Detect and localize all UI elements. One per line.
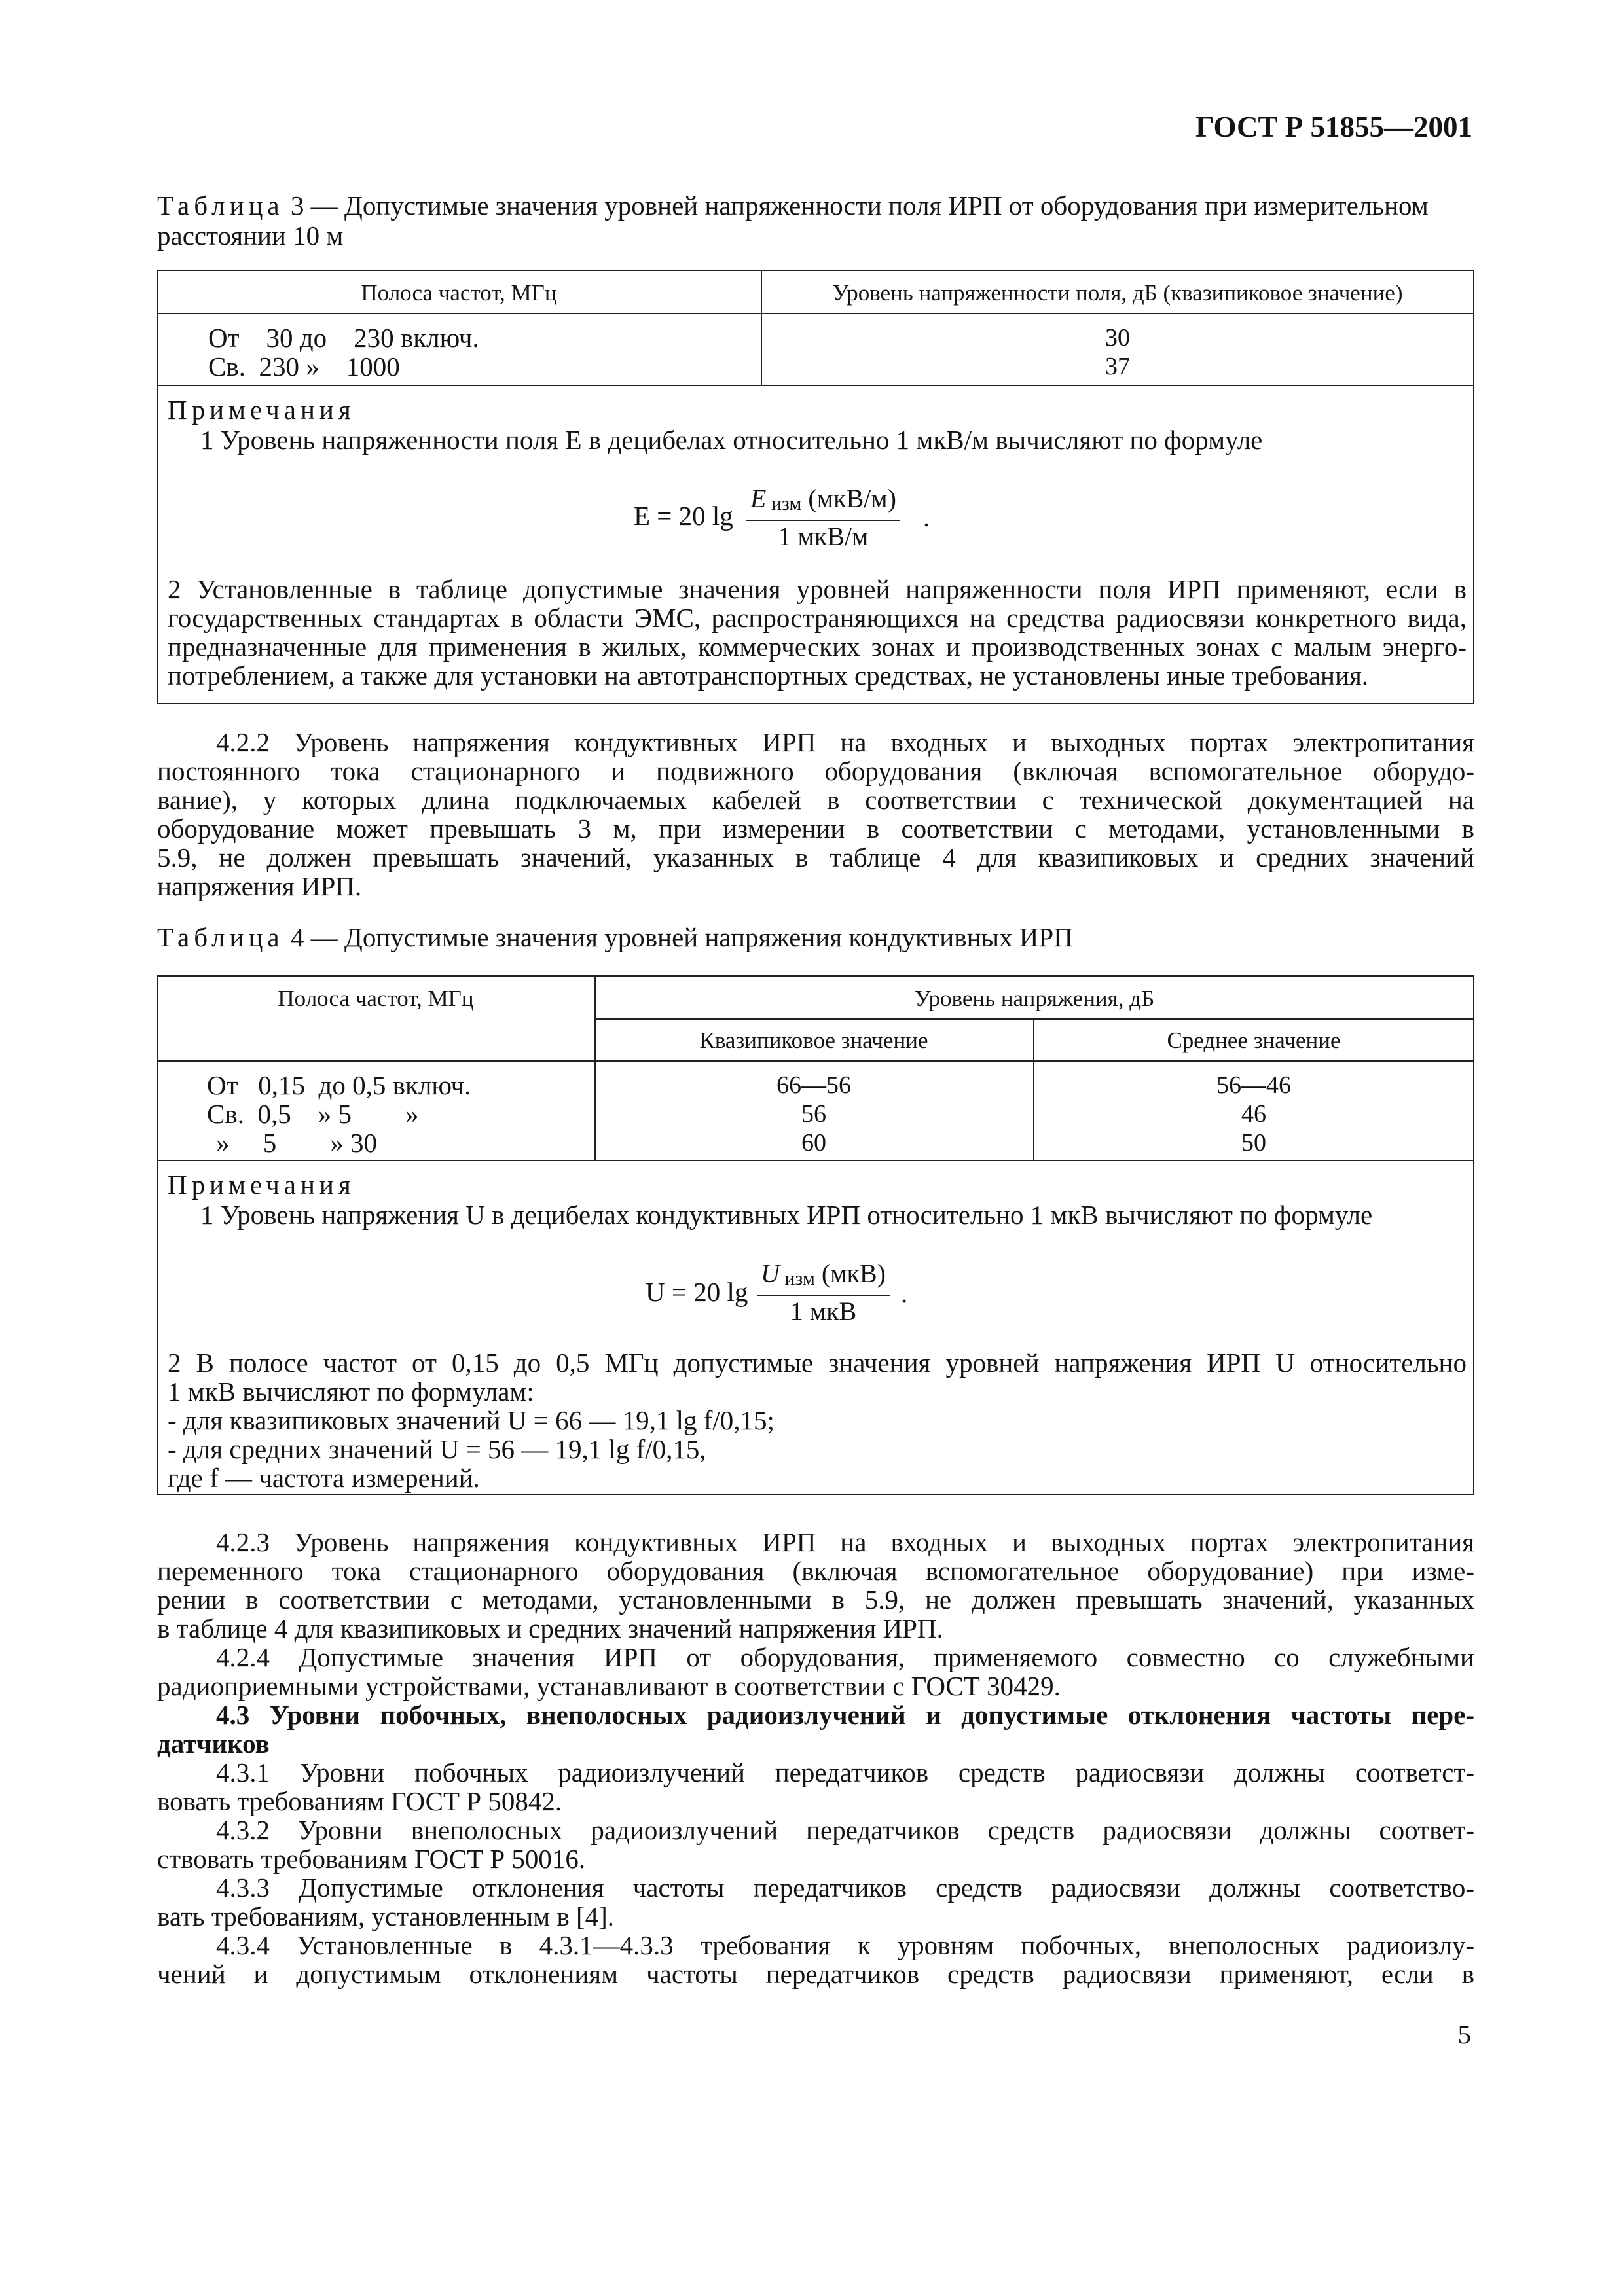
table4-note2-line4: - для средних значений U = 56 — 19,1 lg f/0,15, (168, 1434, 706, 1464)
table4-note2-line2: 1 мкВ вычисляют по формулам: (168, 1376, 534, 1407)
table3-body-divider (157, 385, 1474, 386)
table4-col1-header: Полоса частот, МГц (278, 986, 474, 1011)
para-4-3-4-line2: чений и допустимым отклонениям частоты передатчиков средств радиосвязи применяют, если в (157, 1959, 1474, 1989)
para-4-3-3-line1: 4.3.3 Допустимые отклонения частоты передатчиков средств радиосвязи должны соответство- (216, 1873, 1474, 1903)
para-4-2-2-line4: оборудование может превышать 3 м, при измерении в соответствии с методами, установленными в (157, 814, 1474, 844)
para-4-3-3-line2: вать требованиям, установленным в [4]. (157, 1901, 615, 1931)
table4-row3-band: » 5 » 30 (216, 1128, 377, 1158)
para-4-3-2-line1: 4.3.2 Уровни внеполосных радиоизлучений передатчиков средств радиосвязи должны соответ- (216, 1815, 1474, 1845)
table4-notes-title: Примечания (168, 1170, 356, 1200)
table4-note1: 1 Уровень напряжения U в децибелах кондуктивных ИРП относительно 1 мкВ вычисляют по формуле (200, 1200, 1373, 1230)
table4-row3-quasipeak: 60 (801, 1129, 826, 1157)
table4-formula-fraction (757, 1259, 890, 1326)
table4-note2-line1: 2 В полосе частот от 0,15 до 0,5 МГц допустимые значения уровней напряжения ИРП U относительно (168, 1348, 1467, 1378)
section-4-3-heading-line1: 4.3 Уровни побочных, внеполосных радиоизлучений и допустимые отклонения частоты пере- (216, 1700, 1474, 1730)
table4-group-header: Уровень напряжения, дБ (914, 986, 1155, 1011)
table4-row2-quasipeak: 56 (801, 1100, 826, 1128)
table3-note2-line4: потреблением, а также для установки на автотранспортных средствах, не установлены иные требования. (168, 660, 1369, 691)
para-4-3-1-line2: вовать требованиям ГОСТ Р 50842. (157, 1786, 562, 1816)
table3-row1-level: 30 (1105, 324, 1130, 351)
table3-formula-denominator: 1 мкВ/м (778, 522, 869, 551)
para-4-2-2-line3: вание), у которых длина подключаемых кабелей в соответствии с технической документацией на (157, 785, 1474, 815)
table4-formula-numerator: U $_{изм}$ (мкВ) (757, 1259, 890, 1296)
table4-caption (157, 923, 1073, 952)
para-4-3-1-line1: 4.3.1 Уровни побочных радиоизлучений передатчиков средств радиосвязи должны соответст- (216, 1757, 1474, 1787)
para-4-3-2-line2: ствовать требованиям ГОСТ Р 50016. (157, 1844, 586, 1874)
para-4-2-2-line2: постоянного тока стационарного и подвижного оборудования (включая вспомогательное оборудо- (157, 756, 1474, 786)
para-4-2-3-line2: переменного тока стационарного оборудования (включая вспомогательное оборудование) при изме- (157, 1556, 1474, 1586)
table3-row2-level: 37 (1105, 353, 1130, 380)
table3-row1-band: От 30 до 230 включ. (208, 323, 479, 353)
table4-header-divider (157, 1060, 1474, 1062)
table4-row2-band: Св. 0,5 » 5 » (207, 1099, 419, 1129)
para-4-2-3-line4: в таблице 4 для квазипиковых и средних значений напряжения ИРП. (157, 1613, 943, 1643)
table4-note2-line5: где f — частота измерений. (168, 1463, 480, 1493)
table4-body-divider (157, 1160, 1474, 1161)
table4-row1-average: 56—46 (1216, 1071, 1291, 1099)
table3-note2-line1: 2 Установленные в таблице допустимые значения уровней напряженности поля ИРП применяют, если в (168, 574, 1467, 604)
table4-row1-quasipeak: 66—56 (776, 1071, 851, 1099)
para-4-2-4-line2: радиоприемными устройствами, устанавливают в соответствии с ГОСТ 30429. (157, 1671, 1061, 1701)
table4-formula-dot: . (901, 1278, 908, 1308)
table4-formula-lhs: U = 20 lg (646, 1277, 748, 1307)
section-4-3-heading-line2: датчиков (157, 1729, 270, 1759)
table3-header-divider (157, 313, 1474, 314)
table4-caption-text: 4 — Допустимые значения уровней напряжения кондуктивных ИРП (283, 922, 1073, 952)
table4-row3-average: 50 (1241, 1129, 1266, 1157)
document-header-id: ГОСТ Р 51855—2001 (1195, 111, 1472, 143)
para-4-2-2-line5: 5.9, не должен превышать значений, указанных в таблице 4 для квазипиковых и средних значений (157, 842, 1474, 872)
table3-formula-fraction (746, 484, 900, 551)
table4-group-divider (594, 1018, 1474, 1020)
para-4-2-3-line1: 4.2.3 Уровень напряжения кондуктивных ИРП на входных и выходных портах электропитания (216, 1527, 1474, 1557)
table4-subheader-quasipeak: Квазипиковое значение (699, 1028, 928, 1053)
table3-note2-line2: государственных стандартах в области ЭМС, распространяющихся на средства радиосвязи конкретного вида, (168, 603, 1467, 633)
table3-caption-text: 3 — Допустимые значения уровней напряженности поля ИРП от оборудования при измерительном (283, 190, 1429, 221)
table3-col2-header: Уровень напряженности поля, дБ (квазипиковое значение) (832, 280, 1403, 306)
table3-note1: 1 Уровень напряженности поля E в децибелах относительно 1 мкВ/м вычисляют по формуле (200, 425, 1263, 455)
table3-formula-numerator: E $_{изм}$ (мкВ/м) (746, 484, 900, 521)
para-4-3-4-line1: 4.3.4 Установленные в 4.3.1—4.3.3 требования к уровням побочных, внеполосных радиоизлу- (216, 1930, 1474, 1960)
table3-formula-lhs: E = 20 lg (634, 501, 733, 531)
table3-formula-dot: . (923, 502, 930, 532)
page-number: 5 (1457, 2019, 1471, 2049)
table3-row2-band: Св. 230 » 1000 (208, 351, 400, 382)
table3-note2-line3: предназначенные для применения в жилых, коммерческих зонах и производственных зонах с малым энерго- (168, 632, 1467, 662)
table4-note2-line3: - для квазипиковых значений U = 66 — 19,1 lg f/0,15; (168, 1405, 775, 1435)
table3-caption-line2: расстоянии 10 м (157, 221, 344, 251)
table3-notes-title: Примечания (168, 395, 356, 425)
para-4-2-3-line3: рении в соответствии с методами, установленными в 5.9, не должен превышать значений, указанных (157, 1585, 1474, 1615)
table3-caption (157, 191, 1429, 220)
table4-caption-label: Таблица (157, 922, 284, 952)
table4-row2-average: 46 (1241, 1100, 1266, 1128)
table3-caption-label: Таблица (157, 190, 284, 221)
table4-row1-band: От 0,15 до 0,5 включ. (207, 1070, 471, 1100)
table4-subheader-average: Среднее значение (1167, 1028, 1341, 1053)
para-4-2-2-line1: 4.2.2 Уровень напряжения кондуктивных ИРП на входных и выходных портах электропитания (216, 727, 1474, 757)
para-4-2-4-line1: 4.2.4 Допустимые значения ИРП от оборудования, применяемого совместно со служебными (216, 1642, 1474, 1672)
table3-col1-header: Полоса частот, МГц (361, 280, 557, 306)
para-4-2-2-line6: напряжения ИРП. (157, 871, 362, 901)
table4-formula-denominator: 1 мкВ (790, 1297, 857, 1326)
